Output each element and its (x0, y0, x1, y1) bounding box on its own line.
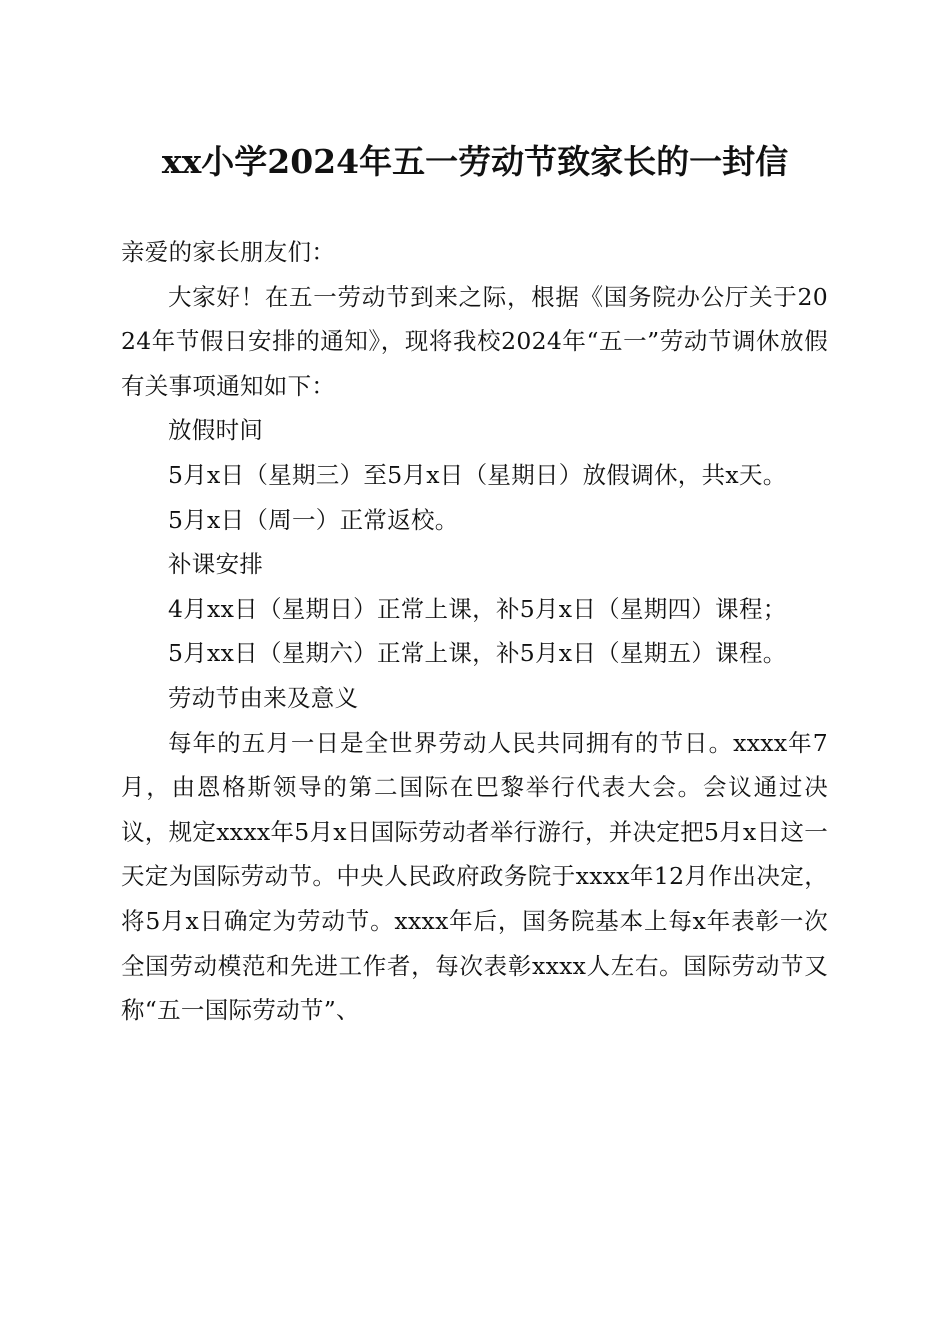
section-heading-holiday: 放假时间 (168, 416, 264, 445)
document-body (121, 230, 828, 1033)
intro-paragraph: 大家好！在五一劳动节到来之际，根据《国务院办公厅关于2024年节假日安排的通知》，现将我校2024年“五一”劳动节调休放假有关事项通知如下： (121, 282, 828, 400)
return-date-paragraph: 5月x日（周一）正常返校。 (168, 505, 459, 534)
makeup-class-paragraph-1: 4月xx日（星期日）正常上课，补5月x日（星期四）课程； (168, 594, 787, 623)
holiday-dates-paragraph: 5月x日（星期三）至5月x日（星期日）放假调休，共x天。 (168, 460, 787, 489)
section-heading-makeup: 补课安排 (168, 550, 264, 579)
document-title: xx小学2024年五一劳动节致家长的一封信 (161, 142, 789, 181)
salutation: 亲爱的家长朋友们： (121, 238, 336, 266)
origin-paragraph: 每年的五月一日是全世界劳动人民共同拥有的节日。xxxx年7月，由恩格斯领导的第二国际在巴黎举行代表大会。会议通过决议，规定xxxx年5月x日国际劳动者举行游行，并决定把5月x日这一天定为国际劳动节。中央人民政府政务院于xxxx年12月作出决定，将5月x日确定为劳动节。xxxx年后，国务院基本上每x年表彰一次全国劳动模范和先进工作者，每次表彰xxxx人左右。国际劳动节又称“五一国际劳动节”、 (121, 728, 828, 1025)
section-heading-origin: 劳动节由来及意义 (168, 683, 359, 712)
makeup-class-paragraph-2: 5月xx日（星期六）正常上课，补5月x日（星期五）课程。 (168, 639, 787, 668)
